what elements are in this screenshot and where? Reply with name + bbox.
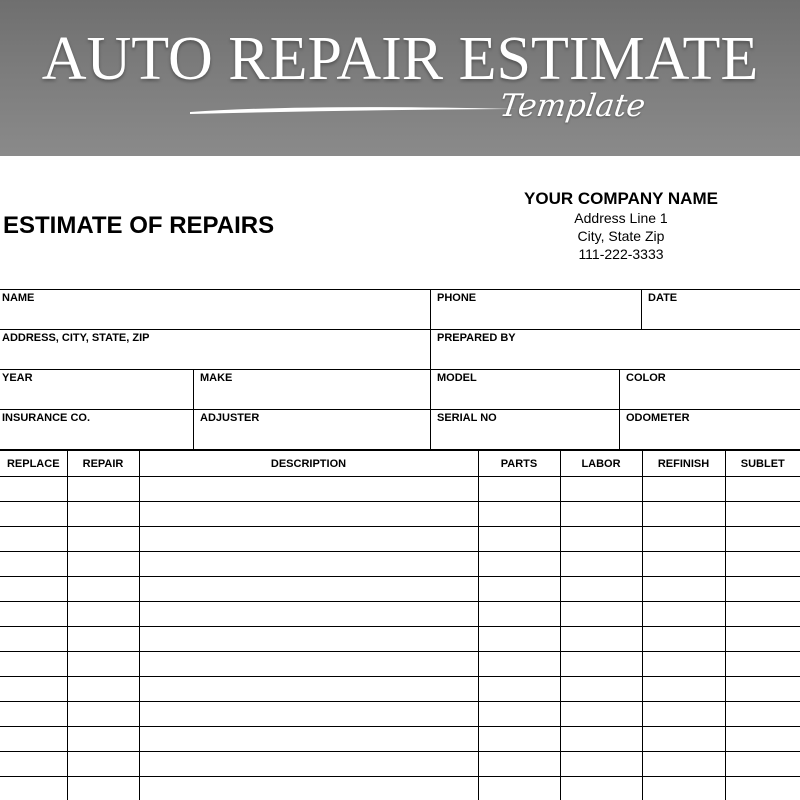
address-label: ADDRESS, CITY, STATE, ZIP (2, 332, 150, 344)
table-cell-repair[interactable] (67, 502, 139, 527)
table-cell-parts[interactable] (478, 702, 560, 727)
model-field[interactable] (431, 370, 620, 410)
table-cell-parts[interactable] (478, 527, 560, 552)
company-phone: 111-222-3333 (578, 246, 664, 262)
table-cell-repair[interactable] (67, 777, 139, 800)
banner (0, 0, 800, 156)
table-cell-sublet[interactable] (725, 677, 800, 702)
table-cell-replace[interactable] (0, 752, 67, 777)
table-cell-sublet[interactable] (725, 577, 800, 602)
table-cell-refinish[interactable] (642, 627, 725, 652)
table-cell-labor[interactable] (560, 677, 642, 702)
table-cell-refinish[interactable] (642, 727, 725, 752)
table-cell-parts[interactable] (478, 677, 560, 702)
table-cell-sublet[interactable] (725, 527, 800, 552)
table-cell-parts[interactable] (478, 602, 560, 627)
table-cell-parts[interactable] (478, 577, 560, 602)
info-row-name (0, 289, 800, 329)
table-cell-labor[interactable] (560, 602, 642, 627)
table-row (0, 752, 800, 777)
prepared-by-field[interactable] (431, 330, 800, 370)
column-header-description: DESCRIPTION (139, 451, 478, 477)
table-cell-labor[interactable] (560, 727, 642, 752)
table-row (0, 527, 800, 552)
column-header-labor: LABOR (560, 451, 642, 477)
table-cell-repair[interactable] (67, 602, 139, 627)
document-title: ESTIMATE OF REPAIRS (3, 212, 275, 239)
table-row (0, 777, 800, 800)
table-cell-replace[interactable] (0, 627, 67, 652)
year-field[interactable] (0, 370, 194, 410)
estimate-header-row (0, 451, 800, 477)
table-cell-description[interactable] (139, 577, 478, 602)
table-cell-refinish[interactable] (642, 552, 725, 577)
model-label: MODEL (437, 372, 477, 384)
table-cell-refinish[interactable] (642, 702, 725, 727)
table-cell-labor[interactable] (560, 527, 642, 552)
company-city-state-zip: City, State Zip (577, 228, 665, 244)
info-grid (0, 289, 800, 449)
info-row-address (0, 329, 800, 369)
table-cell-parts[interactable] (478, 752, 560, 777)
table-cell-labor[interactable] (560, 502, 642, 527)
table-cell-labor[interactable] (560, 477, 642, 502)
table-cell-description[interactable] (139, 777, 478, 800)
table-cell-repair[interactable] (67, 727, 139, 752)
name-field[interactable] (0, 290, 431, 330)
table-cell-labor[interactable] (560, 777, 642, 800)
table-cell-parts[interactable] (478, 552, 560, 577)
table-cell-sublet[interactable] (725, 552, 800, 577)
table-cell-replace[interactable] (0, 702, 67, 727)
column-header-replace: REPLACE (0, 451, 67, 477)
table-cell-description[interactable] (139, 477, 478, 502)
phone-label: PHONE (437, 292, 477, 304)
address-field[interactable] (0, 330, 431, 370)
table-cell-refinish[interactable] (642, 577, 725, 602)
table-cell-repair[interactable] (67, 477, 139, 502)
table-row (0, 652, 800, 677)
banner-subtitle: Template (497, 88, 648, 124)
table-cell-refinish[interactable] (642, 777, 725, 800)
banner-title: AUTO REPAIR ESTIMATE (41, 25, 759, 93)
table-cell-labor[interactable] (560, 577, 642, 602)
info-row-vehicle (0, 369, 800, 409)
table-cell-sublet[interactable] (725, 627, 800, 652)
table-cell-labor[interactable] (560, 752, 642, 777)
table-row (0, 602, 800, 627)
table-cell-parts[interactable] (478, 727, 560, 752)
table-cell-repair[interactable] (67, 752, 139, 777)
date-label: DATE (648, 292, 678, 304)
column-header-refinish: REFINISH (642, 451, 725, 477)
estimate-table-wrapper (0, 451, 800, 800)
odometer-field[interactable] (620, 410, 800, 450)
table-cell-replace[interactable] (0, 552, 67, 577)
table-cell-sublet[interactable] (725, 477, 800, 502)
table-row (0, 577, 800, 602)
insurance-co-field[interactable] (0, 410, 194, 450)
table-cell-description[interactable] (139, 677, 478, 702)
table-cell-repair[interactable] (67, 552, 139, 577)
table-cell-refinish[interactable] (642, 502, 725, 527)
table-cell-replace[interactable] (0, 777, 67, 800)
table-row (0, 702, 800, 727)
table-cell-description[interactable] (139, 702, 478, 727)
table-cell-description[interactable] (139, 552, 478, 577)
color-label: COLOR (626, 372, 666, 384)
year-label: YEAR (2, 372, 33, 384)
column-header-sublet: SUBLET (725, 451, 800, 477)
table-cell-sublet[interactable] (725, 652, 800, 677)
adjuster-label: ADJUSTER (200, 412, 260, 424)
color-field[interactable] (620, 370, 800, 410)
table-row (0, 502, 800, 527)
table-cell-description[interactable] (139, 727, 478, 752)
table-cell-refinish[interactable] (642, 677, 725, 702)
table-cell-refinish[interactable] (642, 752, 725, 777)
odometer-label: ODOMETER (626, 412, 690, 424)
table-cell-sublet[interactable] (725, 502, 800, 527)
table-cell-labor[interactable] (560, 652, 642, 677)
table-cell-labor[interactable] (560, 702, 642, 727)
estimate-table-body (0, 477, 800, 800)
insurance-co-label: INSURANCE CO. (2, 412, 91, 424)
table-cell-repair[interactable] (67, 702, 139, 727)
table-cell-repair[interactable] (67, 677, 139, 702)
table-cell-sublet[interactable] (725, 727, 800, 752)
table-cell-description[interactable] (139, 527, 478, 552)
table-cell-sublet[interactable] (725, 602, 800, 627)
table-cell-sublet[interactable] (725, 752, 800, 777)
table-cell-description[interactable] (139, 627, 478, 652)
table-cell-refinish[interactable] (642, 652, 725, 677)
make-field[interactable] (194, 370, 431, 410)
table-cell-sublet[interactable] (725, 777, 800, 800)
make-label: MAKE (200, 372, 233, 384)
prepared-by-label: PREPARED BY (437, 332, 516, 344)
swoosh-decoration (188, 102, 518, 118)
table-cell-replace[interactable] (0, 727, 67, 752)
table-cell-repair[interactable] (67, 527, 139, 552)
name-label: NAME (2, 292, 35, 304)
phone-field[interactable] (431, 290, 642, 330)
table-cell-description[interactable] (139, 502, 478, 527)
table-row (0, 677, 800, 702)
table-row (0, 727, 800, 752)
table-cell-description[interactable] (139, 652, 478, 677)
table-cell-parts[interactable] (478, 477, 560, 502)
table-cell-refinish[interactable] (642, 602, 725, 627)
table-cell-repair[interactable] (67, 652, 139, 677)
table-cell-labor[interactable] (560, 552, 642, 577)
column-header-repair: REPAIR (67, 451, 139, 477)
table-cell-replace[interactable] (0, 602, 67, 627)
table-cell-refinish[interactable] (642, 477, 725, 502)
table-row (0, 552, 800, 577)
table-row (0, 477, 800, 502)
table-cell-replace[interactable] (0, 652, 67, 677)
date-field[interactable] (642, 290, 800, 330)
table-row (0, 627, 800, 652)
table-cell-parts[interactable] (478, 627, 560, 652)
table-cell-labor[interactable] (560, 627, 642, 652)
table-cell-description[interactable] (139, 602, 478, 627)
table-cell-description[interactable] (139, 752, 478, 777)
table-cell-parts[interactable] (478, 502, 560, 527)
serial-no-label: SERIAL NO (437, 412, 497, 424)
table-cell-replace[interactable] (0, 527, 67, 552)
info-row-insurance (0, 409, 800, 449)
company-block (490, 189, 752, 263)
table-cell-repair[interactable] (67, 577, 139, 602)
table-cell-refinish[interactable] (642, 527, 725, 552)
table-cell-sublet[interactable] (725, 702, 800, 727)
column-header-parts: PARTS (478, 451, 560, 477)
table-cell-replace[interactable] (0, 677, 67, 702)
company-name: YOUR COMPANY NAME (524, 189, 718, 208)
serial-no-field[interactable] (431, 410, 620, 450)
table-cell-parts[interactable] (478, 777, 560, 800)
estimate-table (0, 451, 800, 800)
table-cell-replace[interactable] (0, 477, 67, 502)
table-cell-parts[interactable] (478, 652, 560, 677)
adjuster-field[interactable] (194, 410, 431, 450)
table-cell-replace[interactable] (0, 502, 67, 527)
company-address-line: Address Line 1 (574, 210, 668, 226)
table-cell-repair[interactable] (67, 627, 139, 652)
table-cell-replace[interactable] (0, 577, 67, 602)
